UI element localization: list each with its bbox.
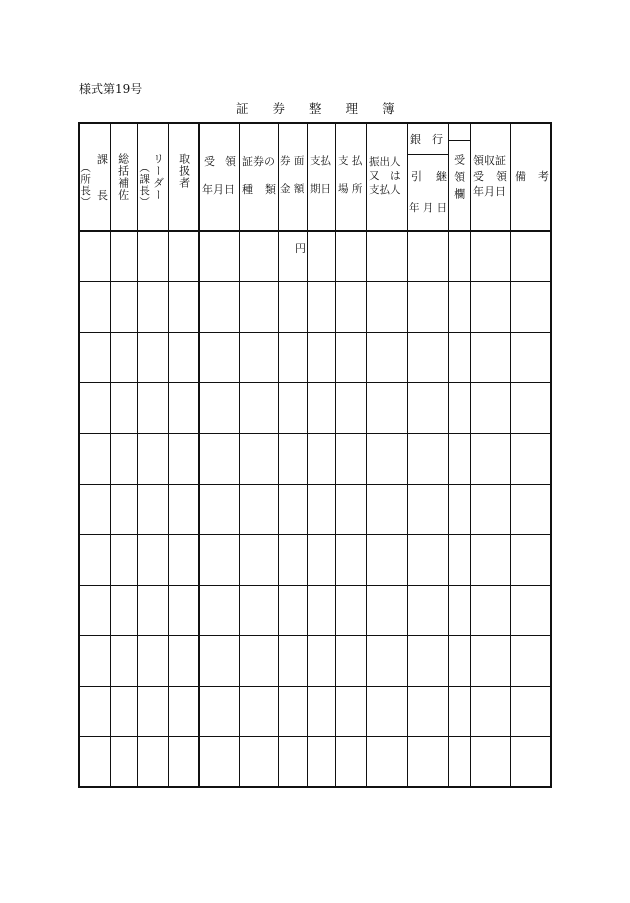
row-divider	[80, 585, 550, 586]
row-divider	[80, 686, 550, 687]
header-hikitsugi-1: 引	[411, 170, 422, 183]
header-leader: リーダー	[151, 153, 165, 201]
header-juryoran: 受領欄	[452, 154, 466, 205]
row-divider	[80, 534, 550, 535]
header-shurui-1: 証券の	[242, 155, 275, 168]
row-divider	[80, 382, 550, 383]
header-shurui-2: 種	[242, 183, 253, 196]
header-basho-1: 支 払	[338, 155, 363, 167]
header-toriatsukai: 取扱者	[177, 153, 191, 189]
header-hikitsugi-3: 年 月 日	[409, 202, 448, 214]
header-furidashi-2: 又 は	[369, 170, 401, 182]
header-ka: 課	[97, 153, 108, 166]
header-leader-sub: （課長）	[138, 162, 151, 208]
header-bracket-line	[448, 140, 470, 141]
header-juryo-1: 受	[204, 155, 215, 168]
header-juryo-3: 年月日	[202, 183, 235, 196]
title-char: 簿	[382, 101, 395, 116]
row-divider	[80, 433, 550, 434]
title-char: 証	[236, 101, 249, 116]
amount-unit: 円	[295, 242, 306, 255]
page-title	[236, 99, 395, 117]
header-juryo-2: 領	[225, 155, 236, 168]
header-shosho-4: 年月日	[473, 185, 506, 198]
row-divider	[80, 281, 550, 282]
header-basho-2: 場 所	[338, 183, 363, 195]
title-char: 券	[272, 101, 286, 116]
header-ginko-2: 行	[432, 133, 443, 146]
header-sokatsu: 総括補佐	[116, 153, 130, 201]
header-sub-divider	[407, 154, 448, 155]
header-ka-end: 長	[97, 189, 108, 202]
header-shosho-3: 領	[496, 170, 507, 183]
row-divider	[80, 736, 550, 737]
header-kingaku-1: 券 面	[280, 155, 305, 167]
row-divider	[80, 635, 550, 636]
title-char: 整	[309, 101, 322, 116]
header-shosho-1: 領収証	[473, 154, 506, 167]
header-kijitsu-1: 支払	[310, 155, 331, 167]
row-divider	[80, 332, 550, 333]
header-ka-sub: （所長）	[79, 162, 92, 208]
header-furidashi-3: 支払人	[369, 184, 401, 196]
form-number: 様式第19号	[79, 82, 143, 96]
header-kijitsu-2: 期日	[310, 183, 331, 195]
header-shosho-2: 受	[473, 170, 484, 183]
header-divider	[80, 230, 550, 232]
header-furidashi-1: 振出人	[369, 156, 401, 168]
title-char: 理	[345, 101, 359, 116]
header-biko-2: 考	[538, 170, 549, 183]
header-ginko-1: 銀	[410, 133, 421, 146]
header-hikitsugi-2: 継	[436, 170, 447, 183]
register-table	[78, 122, 552, 788]
header-shurui-3: 類	[265, 183, 276, 196]
header-kingaku-2: 金 額	[280, 183, 305, 195]
header-biko-1: 備	[515, 170, 526, 183]
row-divider	[80, 484, 550, 485]
